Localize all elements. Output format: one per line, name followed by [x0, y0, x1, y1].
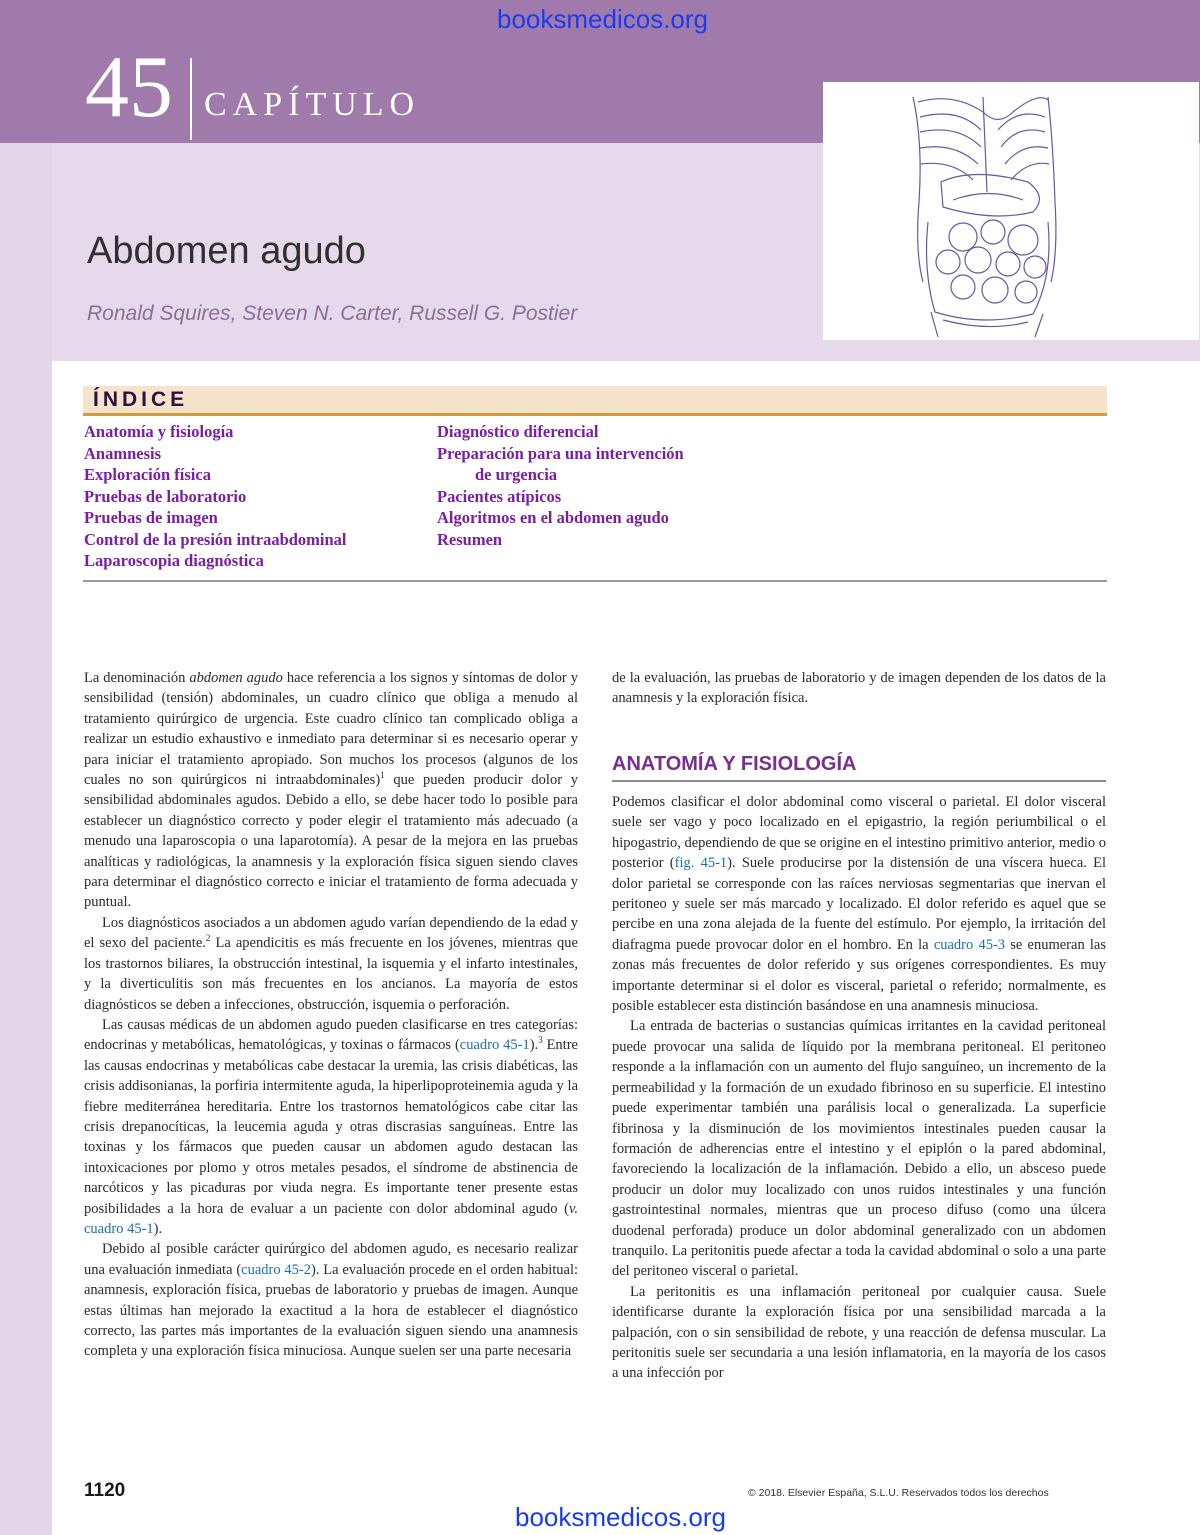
text-run: La apendicitis es más frecuente en los jóvenes, mientras que los trastornos biliares, la obstrucción intestinal, la isquemia y el infarto intestinales, y la diverticulitis son más frecuentes en los ancianos. La mayoría de estos diagnósticos se deben a infecciones, obstrucción, isquemia o perforación. — [84, 935, 578, 1013]
toc-item[interactable]: Laparoscopia diagnóstica — [84, 551, 264, 570]
toc-item[interactable]: Diagnóstico diferencial — [437, 422, 599, 441]
text-run: ). — [529, 1037, 539, 1054]
abdomen-anatomy-illustration-icon — [823, 82, 1199, 340]
chapter-authors: Ronald Squires, Steven N. Carter, Russell G. Postier — [87, 302, 578, 325]
section-heading: ANATOMÍA Y FISIOLOGÍA — [612, 753, 857, 775]
table-reference-link[interactable]: cuadro 45-1 — [84, 1220, 154, 1237]
index-bottom-rule — [83, 580, 1107, 582]
text-run: Podemos clasificar el dolor abdominal como visceral o parietal. El dolor visceral suele ser vago y poco localizado en el epigastrio, la región periumbilical o el hipogastrio, dependiendo de que se origine en el intestino primitivo anterior, medio o posterior ( — [612, 794, 1106, 872]
body-paragraph — [84, 913, 578, 1015]
page-number: 1120 — [84, 1480, 126, 1501]
text-run: Debido al posible carácter quirúrgico del abdomen agudo, es necesario realizar una evaluación inmediata ( — [84, 1241, 578, 1278]
table-reference-link[interactable]: cuadro 45-2 — [241, 1261, 312, 1278]
chapter-title: Abdomen agudo — [87, 230, 366, 272]
chapter-number: 45 — [85, 39, 173, 136]
toc-left-column — [84, 421, 347, 572]
toc-item[interactable]: Algoritmos en el abdomen agudo — [437, 508, 669, 527]
body-column-left — [84, 668, 578, 1362]
text-run: ). La evaluación procede en el orden habitual: anamnesis, exploración física, pruebas de laboratorio y pruebas de imagen. Aunque estas últimas han mejorado la exactitud a la hora de establecer el diagnóstico correcto, las partes más importantes de la evaluación siguen siendo una anamnesis completa y una exploración física minuciosa. Aunque suelen ser una parte necesaria — [84, 1261, 578, 1360]
body-paragraph: La entrada de bacterias o sustancias químicas irritantes en la cavidad peritoneal puede provocar una salida de líquido por la membrana peritoneal. El peritoneo responde a la inflamación con un aumento del flujo sanguíneo, un incremento de la permeabilidad y la formación de un exudado fibrinoso en su superficie. El intestino puede experimentar también una parálisis local o generalizada. La superficie fibrinosa y la disminución de los movimientos intestinales pueden causar la formación de adherencias entre el intestino y el epiplón o la pared abdominal, favoreciendo la localización de la inflamación. Debido a ello, un absceso puede producir un dolor muy localizado con unos ruidos intestinales y una función gastrointestinal normales, mientras que un proceso difuso (como una úlcera duodenal perforada) produce un dolor abdominal generalizado con un abdomen tranquilo. La peritonitis puede afectar a toda la cavidad abdominal o solo a una parte del peritoneo visceral o parietal. — [612, 1018, 1106, 1280]
toc-item[interactable]: Resumen — [437, 529, 503, 549]
text-run: Las causas médicas de un abdomen agudo pueden clasificarse en tres categorías: endocrinas y metabólicas, hematológicas, y toxinas o fármacos ( — [84, 1016, 578, 1054]
body-paragraph — [612, 792, 1106, 1016]
text-run: hace referencia a los signos y síntomas de dolor y sensibilidad (tensión) abdominales, un cuadro clínico que obliga a menudo al tratamiento quirúrgico de urgencia. Este cuadro clínico tan complicado obliga a realizar un estudio exhaustivo e inmediato para determinar si es necesario operar y para iniciar el tratamiento apropiado. Son muchos los procesos (algunos de los cuales no son quirúrgicos ni intraabdominales) — [84, 670, 578, 789]
site-link-top[interactable]: booksmedicos.org — [497, 4, 708, 34]
body-paragraph — [84, 668, 578, 913]
body-paragraph: de la evaluación, las pruebas de laboratorio y de imagen dependen de los datos de la anamnesis y la exploración física. — [612, 670, 1106, 707]
body-column-right-top — [612, 668, 1106, 709]
site-link-bottom[interactable]: booksmedicos.org — [515, 1502, 726, 1532]
toc-item[interactable]: Control de la presión intraabdominal — [84, 529, 347, 549]
copyright-notice: © 2018. Elsevier España, S.L.U. Reservados todos los derechos — [748, 1487, 1049, 1499]
toc-right-column — [437, 421, 684, 550]
index-title: ÍNDICE — [93, 388, 189, 411]
text-run: Entre las causas endocrinas y metabólicas cabe destacar la uremia, las crisis diabéticas, las crisis addisonianas, la porfiria intermitente aguda, la hiperlipoproteinemia aguda y la fiebre mediterránea hereditaria. Entre los trastornos hematológicos cabe citar las crisis drepanocíticas, la leucemia aguda y otras discrasias sanguíneas. Entre las toxinas y los fármacos que pueden causar un abdomen agudo destacan las intoxicaciones por plomo y otros metales pesados, el síndrome de abstinencia de narcóticos y las picaduras por viuda negra. Es importante tener presente estas posibilidades a la hora de evaluar a un paciente con dolor abdominal agudo ( — [84, 1037, 578, 1217]
text-run: La denominación — [84, 670, 190, 686]
text-run: ). — [153, 1220, 163, 1237]
citation-superscript: 2 — [205, 933, 211, 944]
body-paragraph: La peritonitis es una inflamación peritoneal por cualquier causa. Suele identificarse durante la exploración física por una sensibilidad marcada a la palpación, con o sin sensibilidad de rebote, y una reacción de defensa muscular. La peritonitis suele ser secundaria a una lesión inflamatoria, en la mayoría de los casos a una infección por — [612, 1283, 1106, 1382]
toc-item-continuation[interactable]: de urgencia — [475, 465, 558, 484]
chapter-label: CAPÍTULO — [204, 86, 421, 123]
text-run: ). Suele producirse por la distensión de una víscera hueca. El dolor parietal se corresponde con las raíces nerviosas segmentarias que inervan el peritoneo y suele ser más marcado y localizado. El dolor referido es aquel que se percibe en una zona alejada de la fuente del estímulo. Por ejemplo, la irritación del diafragma puede provocar dolor en el hombro. En la — [612, 855, 1107, 953]
section-heading-rule — [612, 780, 1106, 782]
body-column-right — [612, 792, 1106, 1384]
text-run: se enumeran las zonas más frecuentes de dolor referido y sus orígenes correspondientes. Es muy importante determinar si el dolor es visceral, parietal o referido; normalmente, es posible establecer esta distinción basándose en una anamnesis minuciosa. — [612, 936, 1107, 1015]
emphasis-term: abdomen agudo — [189, 670, 283, 686]
toc-item[interactable]: Pacientes atípicos — [437, 486, 562, 506]
table-reference-link[interactable]: cuadro 45-1 — [459, 1037, 530, 1054]
left-margin-band — [0, 0, 52, 1535]
citation-superscript: 3 — [538, 1035, 543, 1046]
toc-item[interactable]: Anamnesis — [84, 443, 162, 463]
toc-item[interactable]: Exploración física — [84, 465, 211, 484]
figure-reference-link[interactable]: fig. 45-1 — [674, 855, 728, 872]
body-paragraph — [84, 1015, 578, 1239]
toc-item[interactable]: Preparación para una intervención — [437, 443, 684, 463]
text-run: que pueden producir dolor y sensibilidad abdominales agudos. Debido a ello, se debe hacer todo lo posible para establecer un diagnóstico correcto y poder elegir el tratamiento más adecuado (a menudo una laparoscopia o una laparotomía). A pesar de la mejora en las pruebas analíticas y radiológicas, la anamnesis y la exploración física siguen siendo claves para determinar el diagnóstico correcto e iniciar el tratamiento de forma adecuada y puntual. — [84, 772, 578, 911]
table-reference-link[interactable]: cuadro 45-3 — [933, 936, 1006, 953]
body-paragraph — [84, 1239, 578, 1361]
text-run: Los diagnósticos asociados a un abdomen agudo varían dependiendo de la edad y el sexo del paciente. — [84, 914, 578, 952]
toc-item[interactable]: Pruebas de imagen — [84, 508, 218, 527]
toc-item[interactable]: Anatomía y fisiología — [84, 422, 234, 441]
chapter-divider — [190, 58, 192, 140]
citation-superscript: 1 — [380, 770, 385, 781]
abdomen-anatomy-illustration-svg — [823, 82, 1199, 340]
index-header-bar — [83, 386, 1107, 416]
toc-item[interactable]: Pruebas de laboratorio — [84, 486, 247, 506]
emphasis-term: v. — [569, 1200, 578, 1217]
